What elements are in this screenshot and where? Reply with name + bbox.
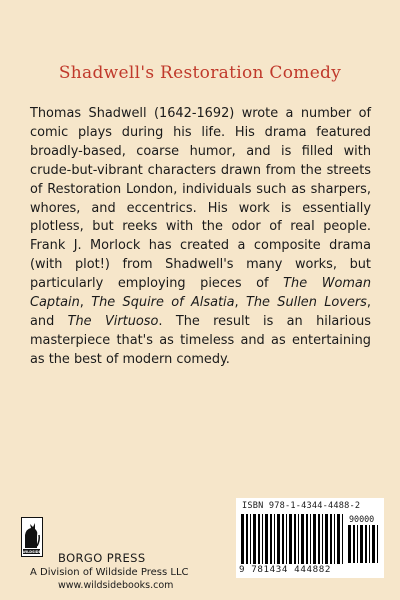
publisher-url: www.wildsidebooks.com bbox=[58, 580, 174, 591]
cat-icon bbox=[22, 518, 41, 555]
publisher-division: A Division of Wildside Press LLC bbox=[30, 567, 189, 578]
blurb-text-1: Thomas Shadwell (1642-1692) wrote a number of comic plays during his life. His drama featured broadly-based, coarse humor, and is filled with crude-but-vibrant characters drawn from the streets of Restoration London, individuals such as sharpers, whores, and eccentrics. His work is essentially plotless, but reeks with the odor of real people. Frank J. Morlock has created a composite drama (with plot!) from Shadwell's many works, but particularly employing pieces of bbox=[30, 106, 371, 292]
wildside-logo bbox=[21, 517, 43, 557]
blurb-separator: , bbox=[79, 295, 92, 311]
work-title-woman-captain: The Woman Captain bbox=[30, 276, 371, 311]
blurb-text-2: . The result is an hilarious masterpiece that's as timeless and as entertaining as the best of modern comedy. bbox=[30, 313, 371, 367]
isbn-label: ISBN 978-1-4344-4488-2 bbox=[242, 501, 361, 511]
work-title-sullen-lovers: The Sullen Lovers bbox=[245, 295, 367, 311]
price-barcode-icon bbox=[348, 525, 378, 563]
book-title: Shadwell's Restoration Comedy bbox=[58, 63, 342, 83]
work-title-squire-of-alsatia: The Squire of Alsatia bbox=[91, 295, 235, 311]
barcode-panel bbox=[236, 498, 384, 578]
work-title-virtuoso: The Virtuoso bbox=[67, 313, 159, 329]
publisher-name: BORGO PRESS bbox=[58, 551, 146, 565]
blurb-separator: , and bbox=[30, 295, 371, 329]
book-blurb bbox=[30, 105, 371, 370]
price-code: 90000 bbox=[349, 514, 375, 524]
barcode-icon bbox=[241, 514, 343, 564]
barcode-digits: 9 781434 444882 bbox=[239, 564, 331, 575]
blurb-separator: , bbox=[234, 295, 246, 311]
logo-text: WILDSIDE bbox=[22, 550, 41, 554]
